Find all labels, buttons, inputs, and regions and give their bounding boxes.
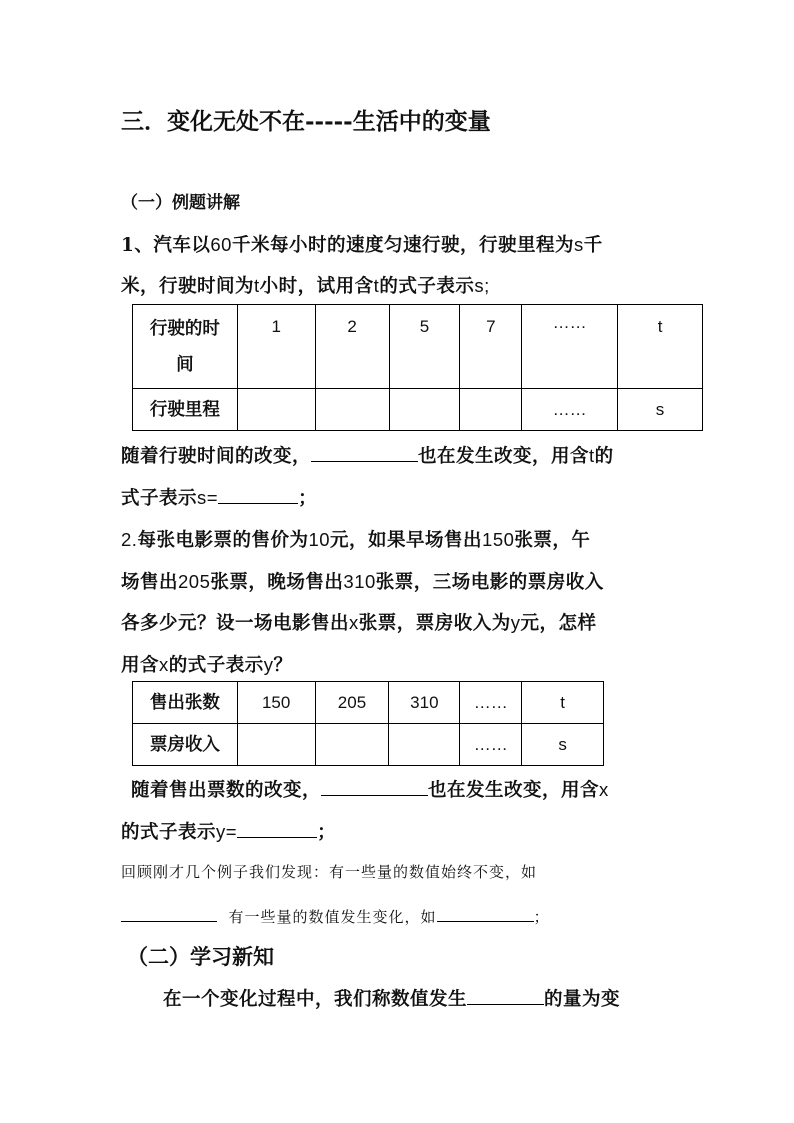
table-cell [389,389,460,431]
review-line1: 回顾刚才几个例子我们发现：有一些量的数值始终不变，如 [121,863,538,881]
example2-line1: 2.每张电影票的售价为10元，如果早场售出150张票，午 [121,529,591,551]
table-header-cell: 票房收入 [133,724,238,766]
table-cell: 2 [315,305,389,389]
example1-line1: 1、汽车以60千米每小时的速度匀速行驶，行驶里程为s千 [121,234,603,256]
table-cell [389,724,460,766]
table-row [133,724,604,766]
example2-line2: 场售出205张票，晚场售出310张票，三场电影的票房收入 [121,571,604,593]
blank-field [237,819,317,838]
table-cell: 5 [389,305,460,389]
table-cell: …… [460,682,522,724]
section-heading-examples: （一）例题讲解 [121,193,240,213]
section-heading-new-knowledge: （二）学习新知 [127,944,274,969]
table-cell: 310 [389,682,460,724]
table-row [133,305,703,389]
example1-table [132,304,703,431]
table-cell [315,724,389,766]
table-header-cell: 行驶里程 [133,389,238,431]
table-cell: s [618,389,703,431]
table-cell: s [522,724,604,766]
table-cell [315,389,389,431]
table-cell: t [618,305,703,389]
table-cell: 150 [237,682,315,724]
example2-line3: 各多少元？设一场电影售出x张票，票房收入为y元，怎样 [121,612,597,634]
table-cell [237,389,315,431]
table-row [133,682,604,724]
blank-field [218,485,298,504]
table-header-cell: 行驶的时 间 [133,305,238,389]
blank-field [311,443,418,462]
table-cell: …… [522,305,618,389]
table-cell: 7 [460,305,522,389]
table-cell: 1 [237,305,315,389]
table-cell: t [522,682,604,724]
table-header-cell: 售出张数 [133,682,238,724]
blank-field [467,986,544,1005]
new-knowledge-line1: 在一个变化过程中，我们称数值发生 的量为变 [163,985,620,1011]
example2-fill-line1: 随着售出票数的改变， 也在发生改变，用含x [131,779,609,801]
example2-fill-line2: 的式子表示y= ； [121,821,337,843]
table-cell: …… [522,389,618,431]
example1-fill-line1: 随着行驶时间的改变， 也在发生改变，用含t的 [121,445,614,467]
table-cell [237,724,315,766]
review-line2: 有一些量的数值发生变化，如 ； [121,903,550,927]
example1-line2: 米，行驶时间为t小时，试用含t的式子表示s; [121,275,490,297]
blank-field [321,777,428,796]
example2-line4: 用含x的式子表示y？ [121,654,293,676]
table-row [133,389,703,431]
example1-fill-line2: 式子表示s= ； [121,487,318,509]
table-cell: …… [460,724,522,766]
table-cell [460,389,522,431]
page-title: 三．变化无处不在-----生活中的变量 [121,108,491,135]
blank-field [437,903,534,922]
table-cell: 205 [315,682,389,724]
example2-table [132,681,604,766]
blank-field [121,903,217,922]
